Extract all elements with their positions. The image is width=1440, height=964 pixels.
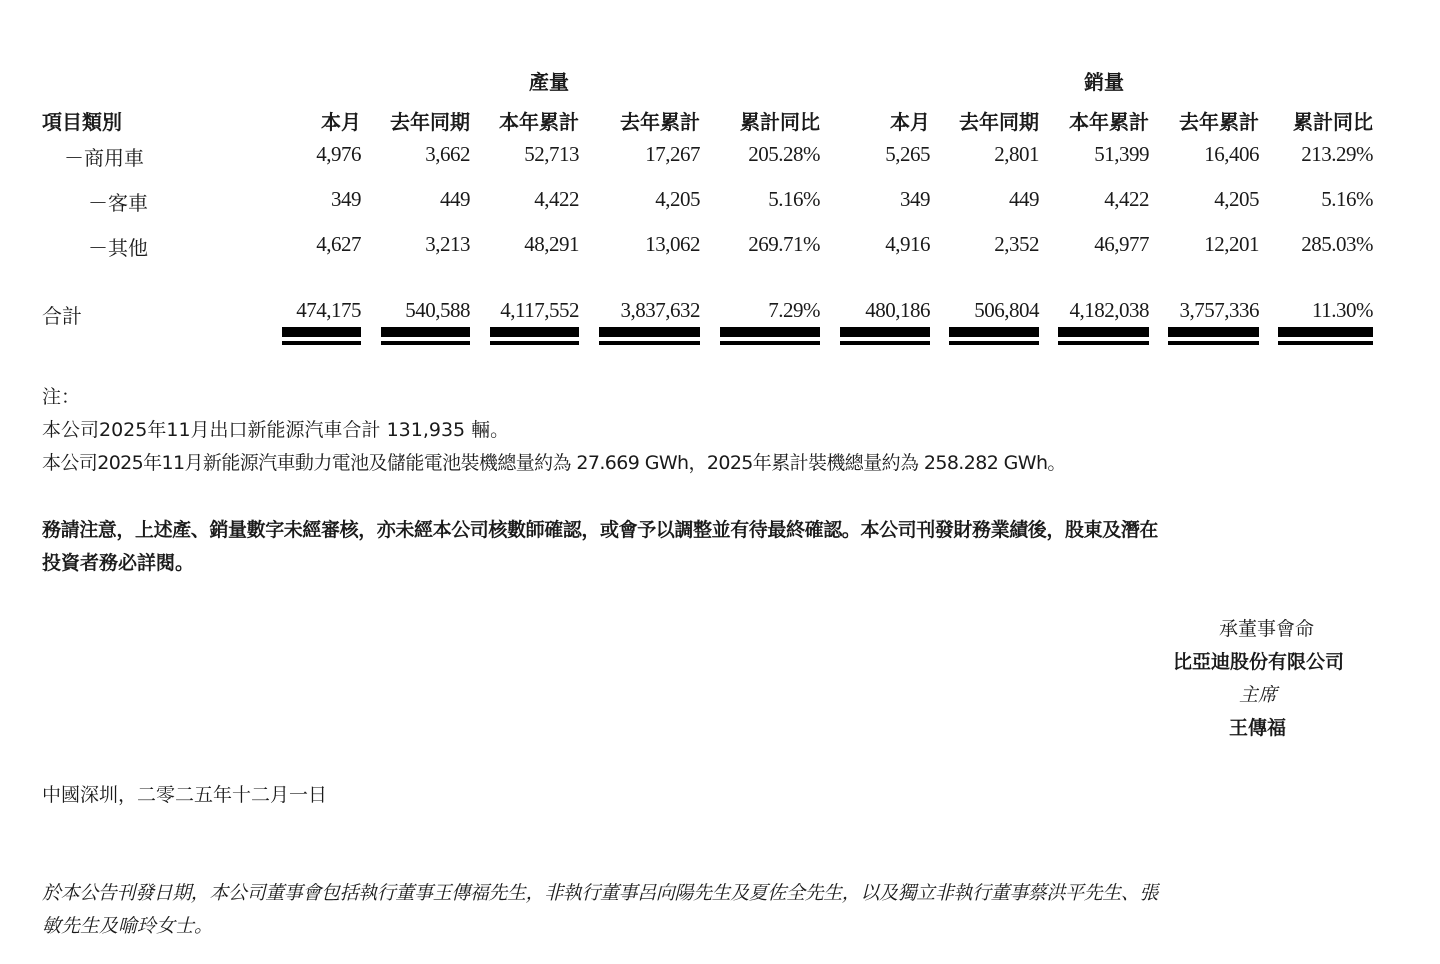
double-underline-thick	[599, 327, 700, 337]
table-cell-prod-ytd-yoy: 5.16%	[768, 187, 820, 211]
double-underline-thick	[1058, 327, 1149, 337]
table-cell-prod-this-month: 349	[331, 187, 361, 211]
sales-group-header: 銷量	[1084, 70, 1124, 94]
table-cell-prod-last-year-ytd: 17,267	[645, 142, 700, 166]
double-underline-thick	[949, 327, 1039, 337]
row-label: －客車	[88, 191, 148, 215]
double-underline-thin	[490, 341, 579, 345]
total-cell-sales-last-year-same-period: 506,804	[974, 298, 1039, 322]
double-underline-thin	[381, 341, 470, 345]
place-and-date: 中國深圳，二零二五年十二月一日	[42, 784, 328, 806]
table-cell-sales-last-year-same-period: 2,801	[994, 142, 1039, 166]
double-underline-thin	[1168, 341, 1259, 345]
table-cell-sales-last-year-same-period: 2,352	[994, 232, 1039, 256]
table-cell-sales-ytd-yoy: 5.16%	[1321, 187, 1373, 211]
table-cell-prod-ytd-yoy: 205.28%	[748, 142, 820, 166]
column-header-prod-last-year-same-period: 去年同期	[390, 110, 470, 134]
table-cell-sales-ytd: 51,399	[1094, 142, 1149, 166]
column-header-sales-this-month: 本月	[890, 110, 930, 134]
table-cell-sales-ytd-yoy: 285.03%	[1301, 232, 1373, 256]
double-underline-thick	[1278, 327, 1373, 337]
chairman-name: 王傳福	[1229, 717, 1287, 739]
row-label: －商用車	[64, 146, 144, 170]
table-cell-prod-last-year-same-period: 3,662	[425, 142, 470, 166]
total-cell-sales-this-month: 480,186	[865, 298, 930, 322]
table-cell-sales-ytd: 4,422	[1104, 187, 1149, 211]
company-name: 比亞迪股份有限公司	[1173, 651, 1345, 673]
table-cell-prod-this-month: 4,976	[316, 142, 361, 166]
table-cell-sales-last-year-same-period: 449	[1009, 187, 1039, 211]
total-cell-prod-ytd-yoy: 7.29%	[768, 298, 820, 322]
table-cell-prod-last-year-ytd: 13,062	[645, 232, 700, 256]
total-cell-sales-last-year-ytd: 3,757,336	[1179, 298, 1259, 322]
double-underline-thick	[840, 327, 930, 337]
total-cell-prod-this-month: 474,175	[296, 298, 361, 322]
double-underline-thick	[490, 327, 579, 337]
table-cell-sales-last-year-ytd: 4,205	[1214, 187, 1259, 211]
double-underline-thin	[840, 341, 930, 345]
total-cell-sales-ytd: 4,182,038	[1069, 298, 1149, 322]
table-cell-sales-this-month: 5,265	[885, 142, 930, 166]
column-header-sales-ytd: 本年累計	[1069, 110, 1149, 134]
double-underline-thin	[1058, 341, 1149, 345]
table-cell-prod-ytd: 48,291	[524, 232, 579, 256]
column-header-sales-ytd-yoy: 累計同比	[1293, 110, 1373, 134]
table-cell-prod-ytd-yoy: 269.71%	[748, 232, 820, 256]
table-cell-sales-last-year-ytd: 16,406	[1204, 142, 1259, 166]
production-group-header: 產量	[529, 70, 569, 94]
double-underline-thick	[282, 327, 361, 337]
warning-line-2: 投資者務必詳閱。	[42, 552, 195, 574]
row-label: －其他	[88, 236, 148, 260]
table-cell-sales-last-year-ytd: 12,201	[1204, 232, 1259, 256]
column-header-prod-last-year-ytd: 去年累計	[620, 110, 700, 134]
table-cell-sales-this-month: 4,916	[885, 232, 930, 256]
note-export-total: 本公司2025年11月出口新能源汽車合計 131,935 輛。	[42, 419, 510, 441]
table-cell-sales-this-month: 349	[900, 187, 930, 211]
warning-line-1: 務請注意，上述產、銷量數字未經審核，亦未經本公司核數師確認，或會予以調整並有待最終確認。本公司刊發財務業績後，股東及潛在	[42, 519, 1159, 541]
total-cell-prod-last-year-ytd: 3,837,632	[620, 298, 700, 322]
double-underline-thin	[949, 341, 1039, 345]
total-label: 合計	[42, 304, 82, 328]
table-cell-sales-ytd: 46,977	[1094, 232, 1149, 256]
table-cell-prod-last-year-same-period: 449	[440, 187, 470, 211]
double-underline-thick	[720, 327, 820, 337]
board-composition-line-1: 於本公告刊發日期，本公司董事會包括執行董事王傳福先生，非執行董事呂向陽先生及夏佐全先生，以及獨立非執行董事蔡洪平先生、張	[42, 882, 1159, 904]
table-cell-prod-ytd: 4,422	[534, 187, 579, 211]
note-battery-installation: 本公司2025年11月新能源汽車動力電池及儲能電池裝機總量約為 27.669 GWh，2025年累計裝機總量約為 258.282 GWh。	[42, 452, 1066, 474]
double-underline-thick	[1168, 327, 1259, 337]
column-header-prod-ytd-yoy: 累計同比	[740, 110, 820, 134]
table-cell-sales-ytd-yoy: 213.29%	[1301, 142, 1373, 166]
double-underline-thin	[1278, 341, 1373, 345]
table-cell-prod-last-year-ytd: 4,205	[655, 187, 700, 211]
table-cell-prod-this-month: 4,627	[316, 232, 361, 256]
double-underline-thin	[720, 341, 820, 345]
double-underline-thin	[599, 341, 700, 345]
by-order-of-board: 承董事會命	[1219, 618, 1315, 640]
table-cell-prod-ytd: 52,713	[524, 142, 579, 166]
column-header-sales-last-year-same-period: 去年同期	[959, 110, 1039, 134]
category-header: 項目類別	[42, 110, 122, 134]
double-underline-thin	[282, 341, 361, 345]
double-underline-thick	[381, 327, 470, 337]
total-cell-prod-last-year-same-period: 540,588	[405, 298, 470, 322]
total-cell-sales-ytd-yoy: 11.30%	[1312, 298, 1373, 322]
table-cell-prod-last-year-same-period: 3,213	[425, 232, 470, 256]
chairman-title: 主席	[1239, 684, 1278, 706]
notes-heading: 注：	[42, 386, 81, 408]
board-composition-line-2: 敏先生及喻玲女士。	[42, 915, 214, 937]
total-cell-prod-ytd: 4,117,552	[500, 298, 579, 322]
column-header-prod-this-month: 本月	[321, 110, 361, 134]
column-header-prod-ytd: 本年累計	[499, 110, 579, 134]
column-header-sales-last-year-ytd: 去年累計	[1179, 110, 1259, 134]
